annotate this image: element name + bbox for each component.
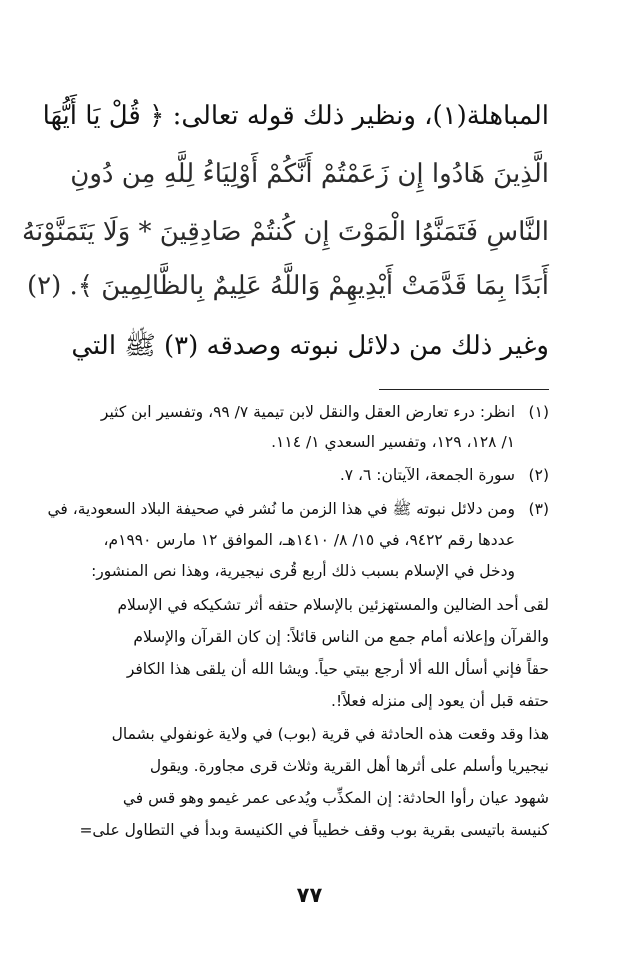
- footnote-3-continued: لقى أحد الضالين والمستهزئين بالإسلام حتفه أثر تشكيكه في الإسلام: [117, 596, 549, 614]
- footnote-number: (٢): [528, 466, 549, 484]
- footnote-3-continued: هذا وقد وقعت هذه الحادثة في قرية (بوب) في ولاية غونفولي بشمال: [111, 725, 549, 743]
- footnote-3-continued: حتفه قبل أن يعود إلى منزله فعلاً!.: [331, 692, 549, 710]
- footnote-3-continued: كنيسة باتيسى بقرية بوب وقف خطيباً في الكنيسة وبدأ في التطاول على=: [79, 821, 549, 839]
- main-text-line: أَبَدًا بِمَا قَدَّمَتْ أَيْدِيهِمْ وَاللَّهُ عَلِيمٌ بِالظَّالِمِينَ ﴾. (٢): [26, 271, 549, 301]
- main-text-line: وغير ذلك من دلائل نبوته وصدقه (٣) ﷺ التي: [71, 331, 549, 361]
- footnote-text: انظر: درء تعارض العقل والنقل لابن تيمية ٧/ ٩٩، وتفسير ابن كثير: [100, 403, 515, 421]
- footnote-2: [48, 460, 549, 490]
- footnote-1: [48, 397, 549, 427]
- footnote-1-continued: ١/ ١٢٨، ١٢٩، وتفسير السعدي ١/ ١١٤.: [271, 433, 515, 451]
- footnote-text: سورة الجمعة، الآيتان: ٦، ٧.: [339, 466, 515, 484]
- main-text-line: المباهلة(١)، ونظير ذلك قوله تعالى: ﴿ قُلْ يَا أَيُّهَا: [42, 101, 549, 131]
- footnote-3-continued: والقرآن وإعلانه أمام جمع من الناس قائلاً: إن كان القرآن والإسلام: [133, 628, 549, 646]
- footnote-3-continued: شهود عيان رأوا الحادثة: إن المكذِّب ويُدعى عمر غيمو وهو قس في: [122, 789, 549, 807]
- footnote-3: [48, 494, 549, 524]
- footnote-3-continued: حقاً فإني أسأل الله ألا أرجع بيتي حياً. ويشا الله أن يلقى هذا الكافر: [126, 660, 549, 678]
- footnote-text: ومن دلائل نبوته ﷺ في هذا الزمن ما نُشر في صحيفة البلاد السعودية، في: [47, 500, 515, 518]
- main-text-line: الَّذِينَ هَادُوا إِن زَعَمْتُمْ أَنَّكُمْ أَوْلِيَاءُ لِلَّهِ مِن دُونِ: [70, 159, 549, 189]
- footnote-3-continued: عددها رقم ٩٤٢٢، في ١٥/ ٨/ ١٤١٠هـ، الموافق ١٢ مارس ١٩٩٠م،: [103, 531, 515, 549]
- footnote-number: (٣): [528, 500, 549, 518]
- main-text-line: النَّاسِ فَتَمَنَّوُا الْمَوْتَ إِن كُنتُمْ صَادِقِينَ * وَلَا يَتَمَنَّوْنَهُ: [22, 217, 549, 247]
- footnote-number: (١): [528, 403, 549, 421]
- page-number: ٧٧: [296, 883, 323, 907]
- footnote-separator: [379, 389, 549, 390]
- footnote-3-continued: نيجيريا وأسلم على أثرها أهل القرية وثلاث قرى مجاورة. ويقول: [149, 757, 549, 775]
- footnote-3-continued: ودخل في الإسلام بسبب ذلك أربع قُرى نيجيرية، وهذا نص المنشور:: [91, 562, 515, 580]
